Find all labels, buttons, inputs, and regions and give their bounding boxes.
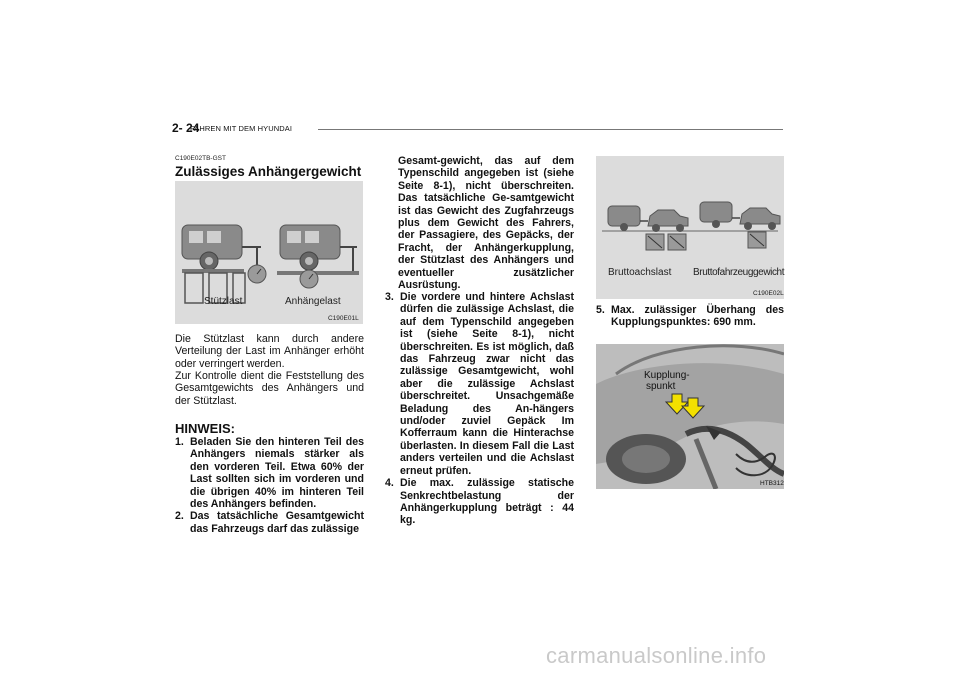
figure-code: C190E02L	[753, 290, 784, 297]
continuation-text: Gesamt-gewicht, das auf dem Typenschild angegeben ist (siehe Seite 8-1), nicht überschreiten. Das tatsächliche Ge-samtgewicht ist das Gewicht des Zugfahrzeugs plus dem Gewicht des Fahrers, der Passagiere, des Gepäcks, der Fracht, der Anhängerkupplung, der Stützlast des Anhängers und eventueller zusätzlicher Ausrüstung.	[398, 155, 574, 292]
list-item	[596, 304, 784, 329]
figure-code: HTB312	[760, 480, 784, 487]
item-text: Beladen Sie den hinteren Teil des Anhängers niemals stärker als den vorderen Teil. Etwa 60% der Last sollten sich im vorderen und die übrigen 40% im hinteren Teil des Anhängers befinden.	[190, 436, 364, 511]
list-item	[385, 477, 574, 527]
label-anhaengelast: Anhängelast	[285, 296, 341, 307]
item-number: 5.	[596, 304, 605, 316]
item-number: 1.	[175, 436, 184, 448]
item-text: Das tatsächliche Gesamtgewicht das Fahrzeugs darf das zulässige	[190, 510, 364, 535]
middle-list	[385, 291, 574, 527]
item-text: Max. zulässiger Überhang des Kupplungspunktes: 690 mm.	[611, 304, 784, 329]
label-bruttofahrzeuggewicht: Bruttofahrzeuggewicht	[693, 267, 785, 278]
list-item	[175, 510, 364, 535]
list-item	[385, 291, 574, 477]
label-bruttoachslast: Bruttoachslast	[608, 267, 672, 278]
right-list	[596, 304, 784, 329]
coupling-point-figure	[596, 344, 784, 489]
section-title: Zulässiges Anhängergewicht	[175, 164, 362, 179]
label-kupplung: Kupplung-	[644, 370, 690, 381]
watermark: carmanualsonline.info	[546, 643, 767, 668]
item-number: 4.	[385, 477, 394, 490]
intro-paragraph-2: Zur Kontrolle dient die Feststellung des Gesamtgewichts des Anhängers und der Stützlast.	[175, 370, 364, 407]
chapter-title: FAHREN MIT DEM HYUNDAI	[190, 124, 293, 133]
item-text: Die max. zulässige statische Senkrechtbelastung der Anhängerkupplung beträgt : 44 kg.	[400, 477, 574, 527]
label-spunkt: spunkt	[646, 381, 676, 392]
hinweis-list	[175, 436, 364, 535]
section-code: C190E02TB-GST	[175, 155, 226, 162]
item-number: 3.	[385, 291, 394, 303]
trailer-load-figure	[175, 181, 363, 324]
intro-paragraph-1: Die Stützlast kann durch andere Verteilung der Last im Anhänger erhöht oder verringert werden.	[175, 333, 364, 370]
label-stuetzlast: Stützlast	[204, 296, 243, 307]
figure-code: C190E01L	[328, 315, 359, 322]
list-item	[175, 436, 364, 510]
page-number: 2- 24	[172, 121, 200, 135]
item-number: 2.	[175, 510, 184, 523]
item-text: Die vordere und hintere Achslast dürfen die zulässige Achslast, die auf dem Typenschild angegeben ist (siehe Seite 8-1), nicht überschreiten. Es ist möglich, daß das Fahrzeug zwar nicht das zulässige Gesamtgewicht, wohl aber die zulässige Achslast überschreitet. Unsachgemäße Beladung des An-hängers und/oder zuviel Gepäck Im Kofferraum kann die Hinterachse überlasten. In diesem Fall die Last anders verteilen und die Achslast erneut prüfen.	[400, 291, 574, 477]
header-divider	[318, 129, 783, 130]
coupling-point-illustration	[596, 344, 784, 489]
axle-weight-figure	[596, 156, 784, 299]
hinweis-heading: HINWEIS:	[175, 421, 235, 436]
